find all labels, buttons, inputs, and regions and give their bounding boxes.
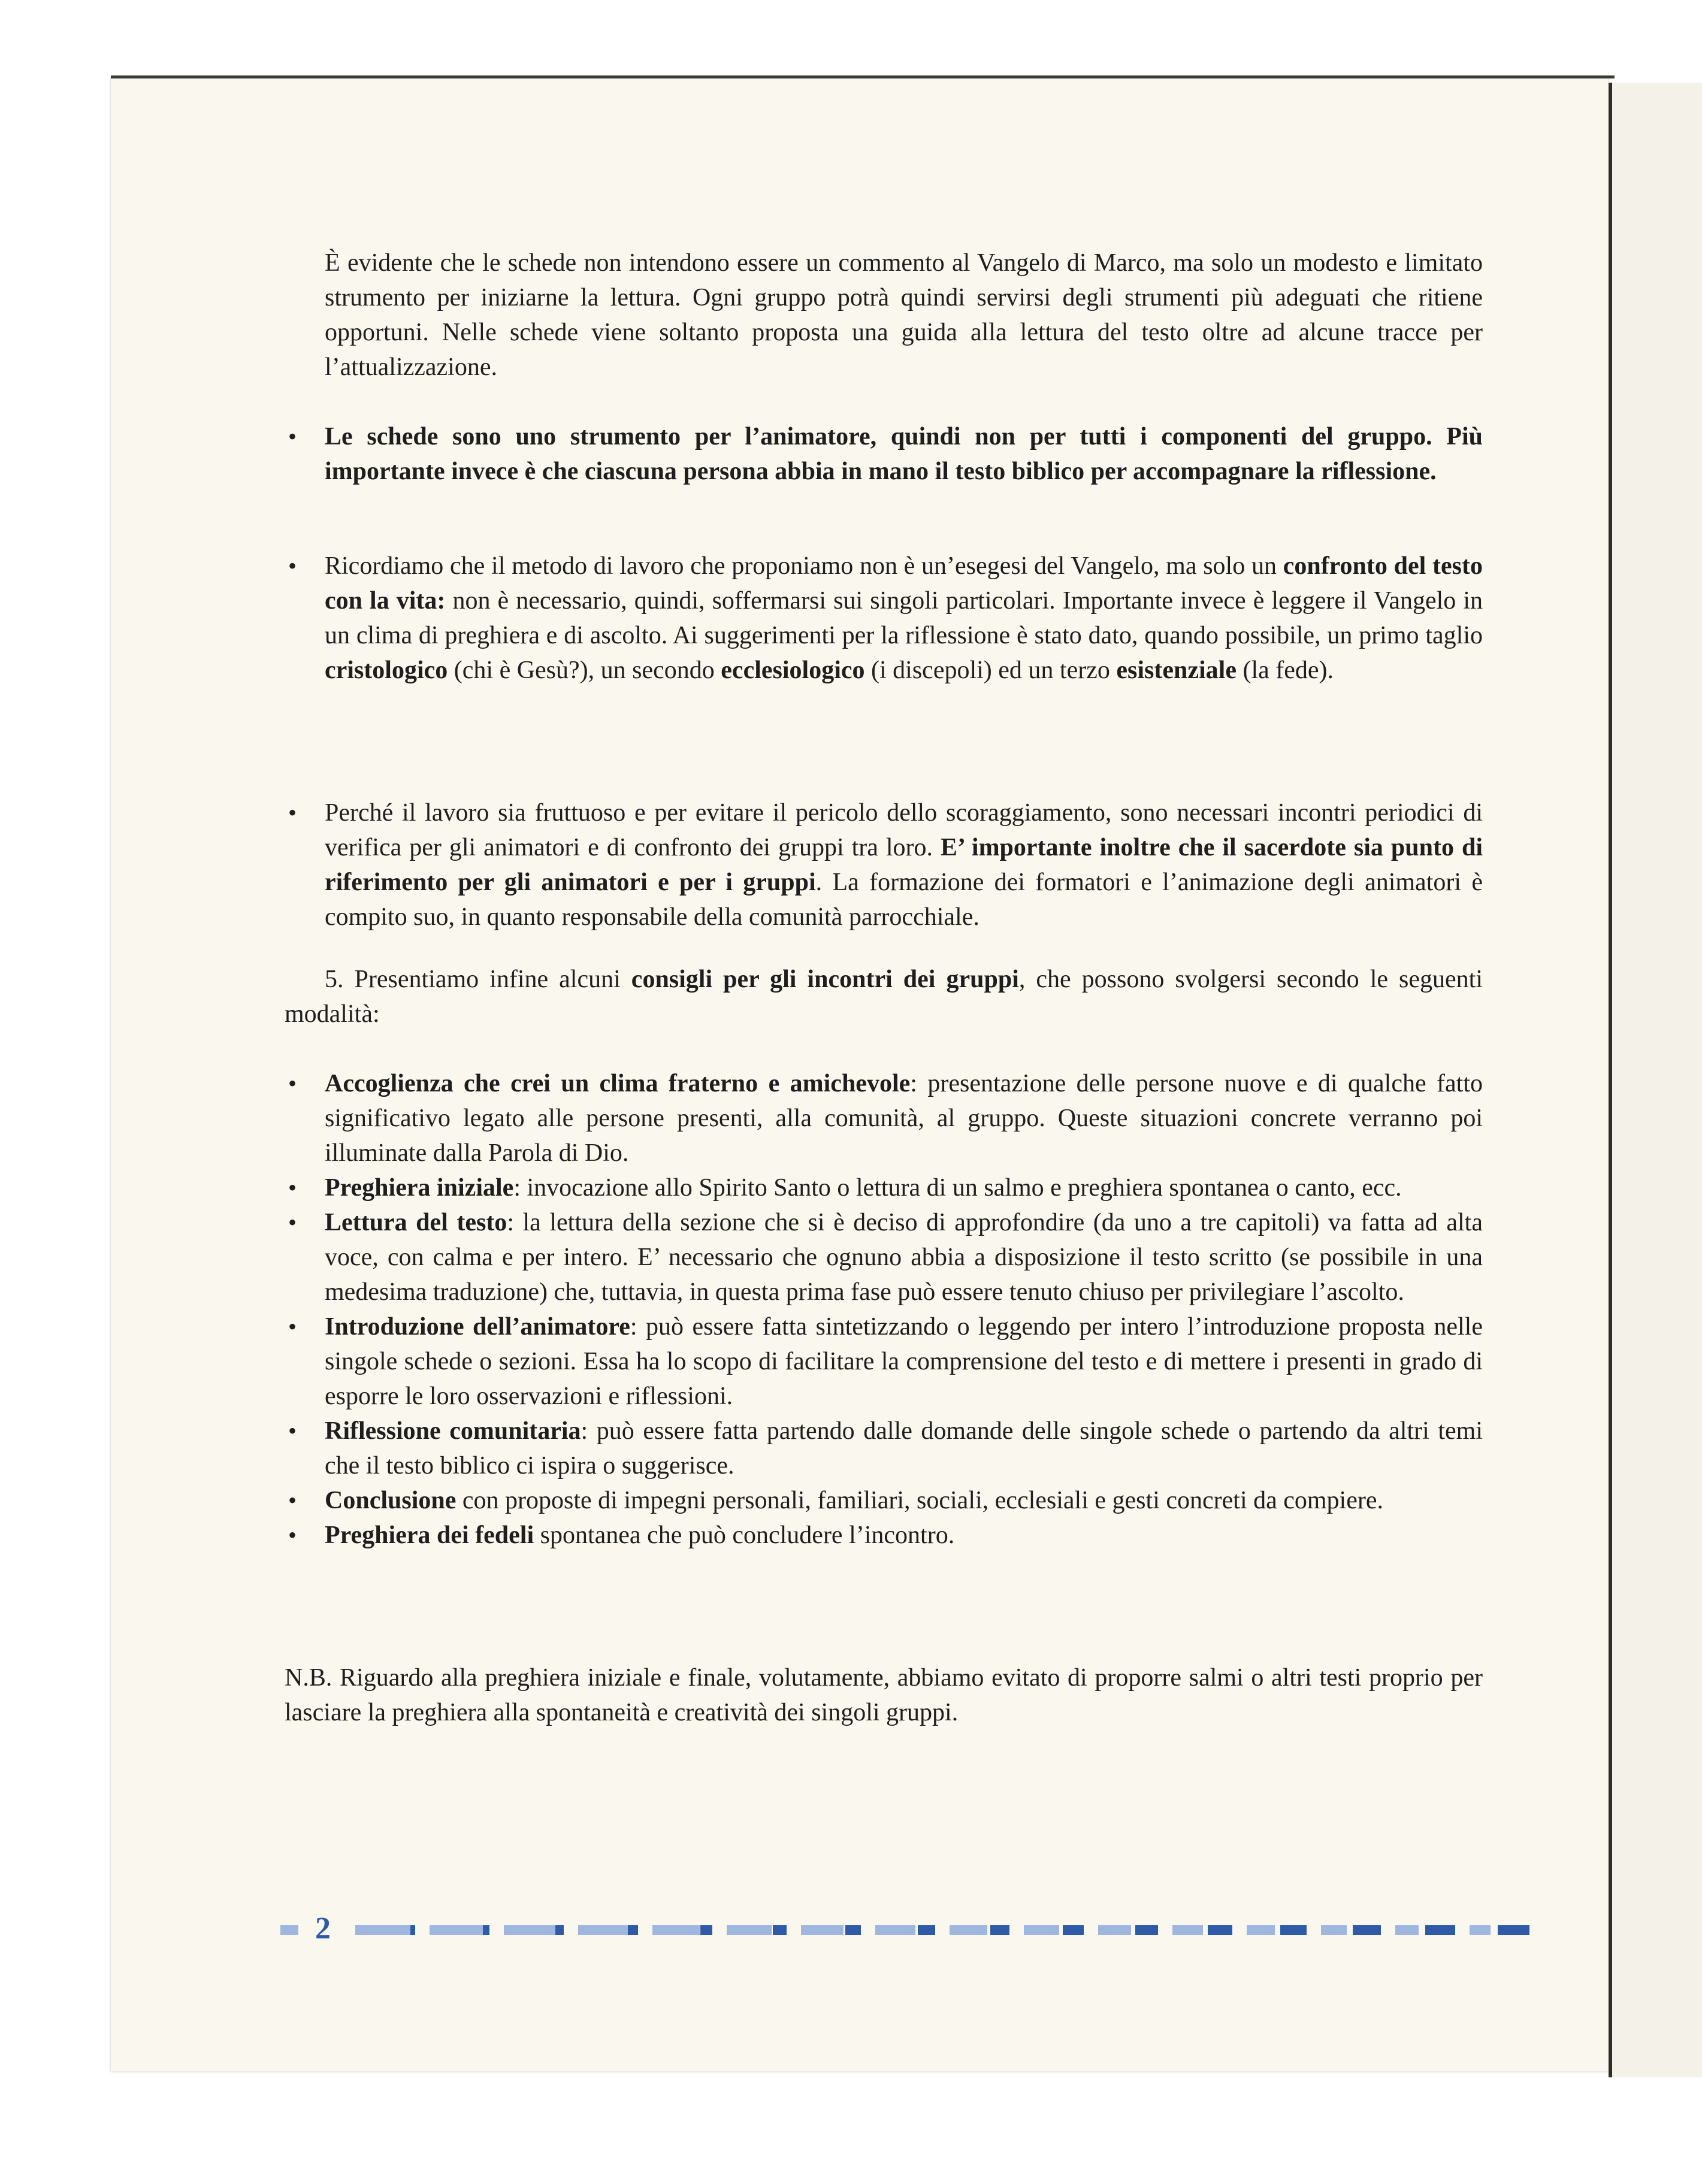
facing-page-edge (1609, 83, 1702, 2077)
footer-square-dark (918, 1925, 935, 1935)
bullet-animatore (285, 419, 1483, 489)
bullet-icon: • (288, 552, 297, 579)
footer-square-light (727, 1925, 772, 1935)
footer-square-light (1321, 1925, 1347, 1935)
footer-square-dark (773, 1925, 787, 1935)
footer-square-light (875, 1925, 915, 1935)
bullet-metodo (285, 549, 1483, 688)
footer-square-dark (628, 1925, 638, 1935)
footer-square-light (430, 1925, 484, 1935)
footer-square-dark (483, 1925, 489, 1935)
bullet-icon: • (288, 1521, 297, 1548)
intro-paragraph: È evidente che le schede non intendono essere un commento al Vangelo di Marco, ma solo un modesto e limitato strumento per iniziarne la lettura. Ogni gruppo potrà quindi servirsi degli strumenti più adeguati che ritiene opportuni. Nelle schede viene soltanto proposta una guida alla lettura del testo oltre ad alcune tracce per l’attualizzazione. (325, 249, 1483, 381)
footer-square-dark (555, 1925, 564, 1935)
bullet-icon: • (288, 799, 297, 826)
bullet-icon: • (288, 1487, 297, 1514)
footer-square-light (1247, 1925, 1275, 1935)
footer-square-light (1172, 1925, 1203, 1935)
bullet-icon: • (288, 1174, 297, 1201)
page-number: 2 (315, 1911, 331, 1946)
bullet-icon: • (288, 1209, 297, 1236)
footer-square-dark (845, 1925, 861, 1935)
bullet-animatore-text: Le schede sono uno strumento per l’animatore, quindi non per tutti i componenti del gruppo. Più importante invece è che ciascuna persona abbia in mano il testo biblico per accompagnare la riflessione. (325, 423, 1483, 485)
footer-square-dark (1135, 1925, 1158, 1935)
bullet-icon: • (288, 1313, 297, 1340)
section-5-paragraph: 5. Presentiamo infine alcuni consigli per gli incontri dei gruppi, che possono svolgersi secondo le seguenti modalità: (285, 966, 1483, 1028)
footer-square-dark (410, 1925, 415, 1935)
footer-square-dark (1208, 1925, 1232, 1935)
bullet-metodo-text: Ricordiamo che il metodo di lavoro che proponiamo non è un’esegesi del Vangelo, ma solo un confronto del testo con la vita: non è necessario, quindi, soffermarsi sui singoli particolari. Importante invece è leggere il Vangelo in un clima di preghiera e di ascolto. Ai suggerimenti per la riflessione è stato dato, quando possibile, un primo taglio cristologico (chi è Gesù?), un secondo ecclesiologico (i discepoli) ed un terzo esistenziale (la fede). (325, 552, 1483, 684)
footer-square-light (355, 1925, 412, 1935)
step-item: • Preghiera dei fedeli spontanea che può concludere l’incontro. (285, 1518, 1483, 1553)
footer-square-dark (1353, 1925, 1381, 1935)
footer-square-light (504, 1925, 556, 1935)
footer-square-light (578, 1925, 628, 1935)
footer-square-dark (1063, 1925, 1084, 1935)
footer-square-dark (1498, 1925, 1529, 1935)
step-item: • Preghiera iniziale: invocazione allo Spirito Santo o lettura di un salmo e preghiera spontanea o canto, ecc. (285, 1170, 1483, 1205)
footer-square-dark (1280, 1925, 1307, 1935)
footer-lead-square (280, 1925, 298, 1935)
page-top-edge (111, 75, 1615, 78)
footer-square-light (1470, 1925, 1491, 1935)
footer-square-light (652, 1925, 700, 1935)
footer-square-light (1024, 1925, 1059, 1935)
footer-square-dark (700, 1925, 712, 1935)
bullet-verifica (285, 795, 1483, 934)
step-item: • Introduzione dell’animatore: può essere fatta sintetizzando o leggendo per intero l’introduzione proposta nelle singole schede o sezioni. Essa ha lo scopo di facilitare la comprensione del testo e di mettere i presenti in grado di esporre le loro osservazioni e riflessioni. (285, 1309, 1483, 1414)
step-item: • Riflessione comunitaria: può essere fatta partendo dalle domande delle singole schede o partendo da altri temi che il testo biblico ci ispira o suggerisce. (285, 1414, 1483, 1483)
bullet-icon: • (288, 1070, 297, 1097)
step-item: • Conclusione con proposte di impegni personali, familiari, sociali, ecclesiali e gesti concreti da compiere. (285, 1483, 1483, 1518)
page-body (285, 246, 1483, 1730)
footer-square-light (1395, 1925, 1419, 1935)
footer-square-light (950, 1925, 987, 1935)
step-item: • Accoglienza che crei un clima fraterno e amichevole: presentazione delle persone nuove e di qualche fatto significativo legato alle persone presenti, alla comunità, al gruppo. Queste situazioni concrete verranno poi illuminate dalla Parola di Dio. (285, 1066, 1483, 1170)
note-paragraph: N.B. Riguardo alla preghiera iniziale e finale, volutamente, abbiamo evitato di proporre salmi o altri testi proprio per lasciare la preghiera alla spontaneità e creatività dei singoli gruppi. (285, 1664, 1483, 1726)
footer-square-dark (990, 1925, 1009, 1935)
footer-square-light (801, 1925, 844, 1935)
footer-square-light (1098, 1925, 1131, 1935)
bullet-icon: • (288, 423, 297, 450)
bullet-icon: • (288, 1417, 297, 1444)
footer-decoration-bar (280, 1911, 1479, 1946)
footer-square-dark (1425, 1925, 1455, 1935)
bullet-verifica-text: Perché il lavoro sia fruttuoso e per evitare il pericolo dello scoraggiamento, sono necessari incontri periodici di verifica per gli animatori e di confronto dei gruppi tra loro. E’ importante inoltre che il sacerdote sia punto di riferimento per gli animatori e per i gruppi. La formazione dei formatori e l’animazione degli animatori è compito suo, in quanto responsabile della comunità parrocchiale. (325, 799, 1483, 931)
step-item: • Lettura del testo: la lettura della sezione che si è deciso di approfondire (da uno a tre capitoli) va fatta ad alta voce, con calma e per intero. E’ necessario che ognuno abbia a disposizione il testo scritto (se possibile in una medesima traduzione) che, tuttavia, in questa prima fase può essere tenuto chiuso per privilegiare l’ascolto. (285, 1205, 1483, 1309)
